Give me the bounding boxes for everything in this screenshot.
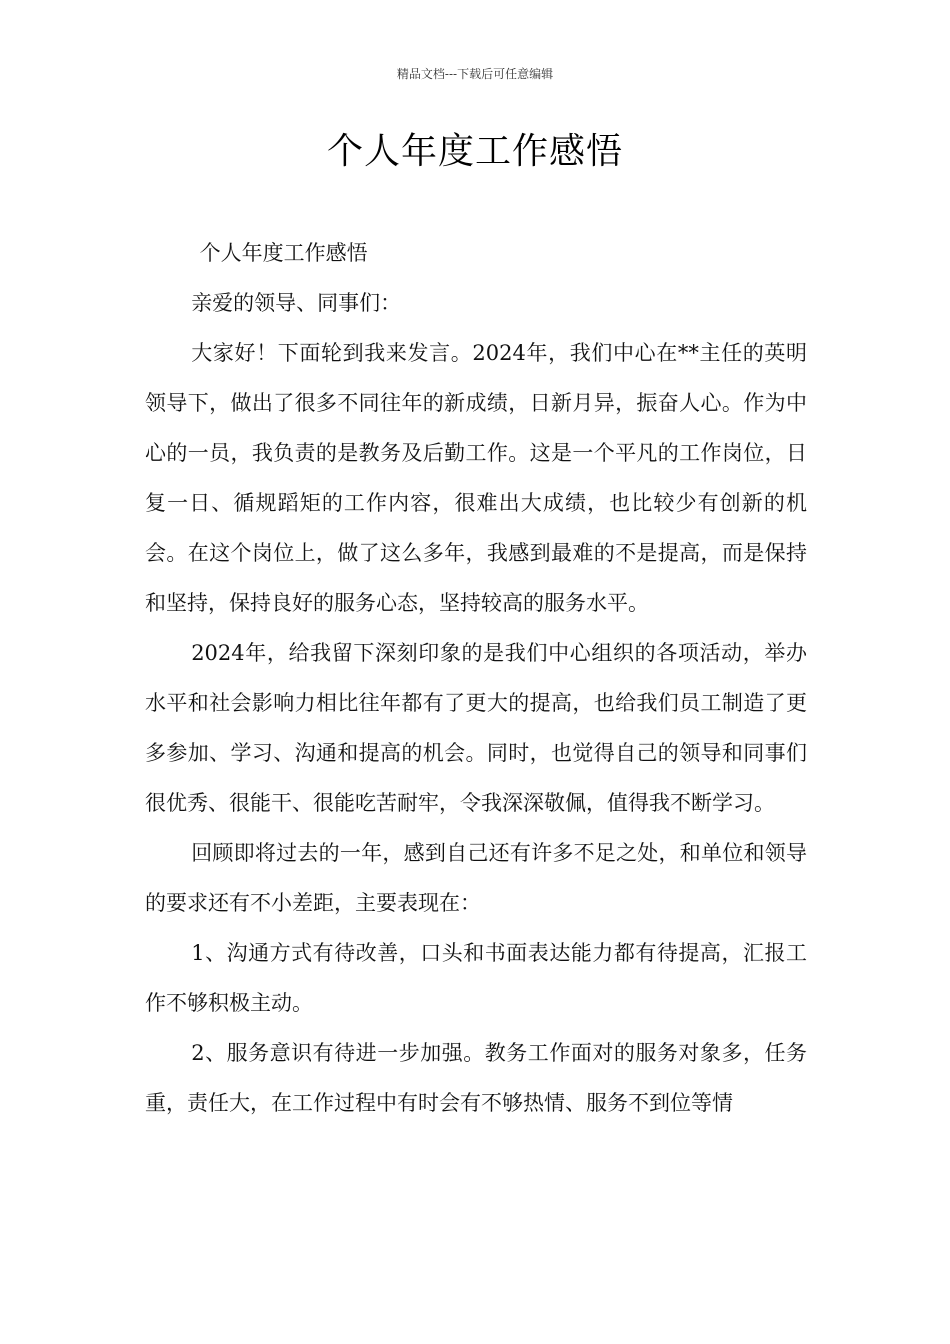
paragraph-2: 2024年，给我留下深刻印象的是我们中心组织的各项活动，举办水平和社会影响力相比往年都有了更大的提高，也给我们员工制造了更多参加、学习、沟通和提高的机会。同时，也觉得自己的领导和同事们很优秀、很能干、很能吃苦耐牢，令我深深敬佩，值得我不断学习。 (145, 641, 807, 815)
paragraph-subtitle: 个人年度工作感悟 (199, 241, 368, 265)
paragraph-salutation: 亲爱的领导、同事们： (191, 291, 402, 315)
document-body (145, 228, 807, 1128)
paragraph-3: 回顾即将过去的一年，感到自己还有许多不足之处，和单位和领导的要求还有不小差距，主要表现在： (145, 841, 807, 915)
paragraph-1: 大家好！下面轮到我来发言。2024年，我们中心在**主任的英明领导下，做出了很多不同往年的新成绩，日新月异，振奋人心。作为中心的一员，我负责的是教务及后勤工作。这是一个平凡的工作岗位，日复一日、循规蹈矩的工作内容，很难出大成绩，也比较少有创新的机会。在这个岗位上，做了这么多年，我感到最难的不是提高，而是保持和坚持，保持良好的服务心态，坚持较高的服务水平。 (145, 341, 807, 615)
page-header-note: 精品文档---下载后可任意编辑 (396, 67, 554, 81)
paragraph-list-item-2: 2、服务意识有待进一步加强。教务工作面对的服务对象多，任务重，责任大，在工作过程中有时会有不够热情、服务不到位等情 (145, 1041, 807, 1115)
document-title: 个人年度工作感悟 (326, 131, 623, 172)
paragraph-list-item-1: 1、沟通方式有待改善，口头和书面表达能力都有待提高，汇报工作不够积极主动。 (145, 941, 807, 1015)
